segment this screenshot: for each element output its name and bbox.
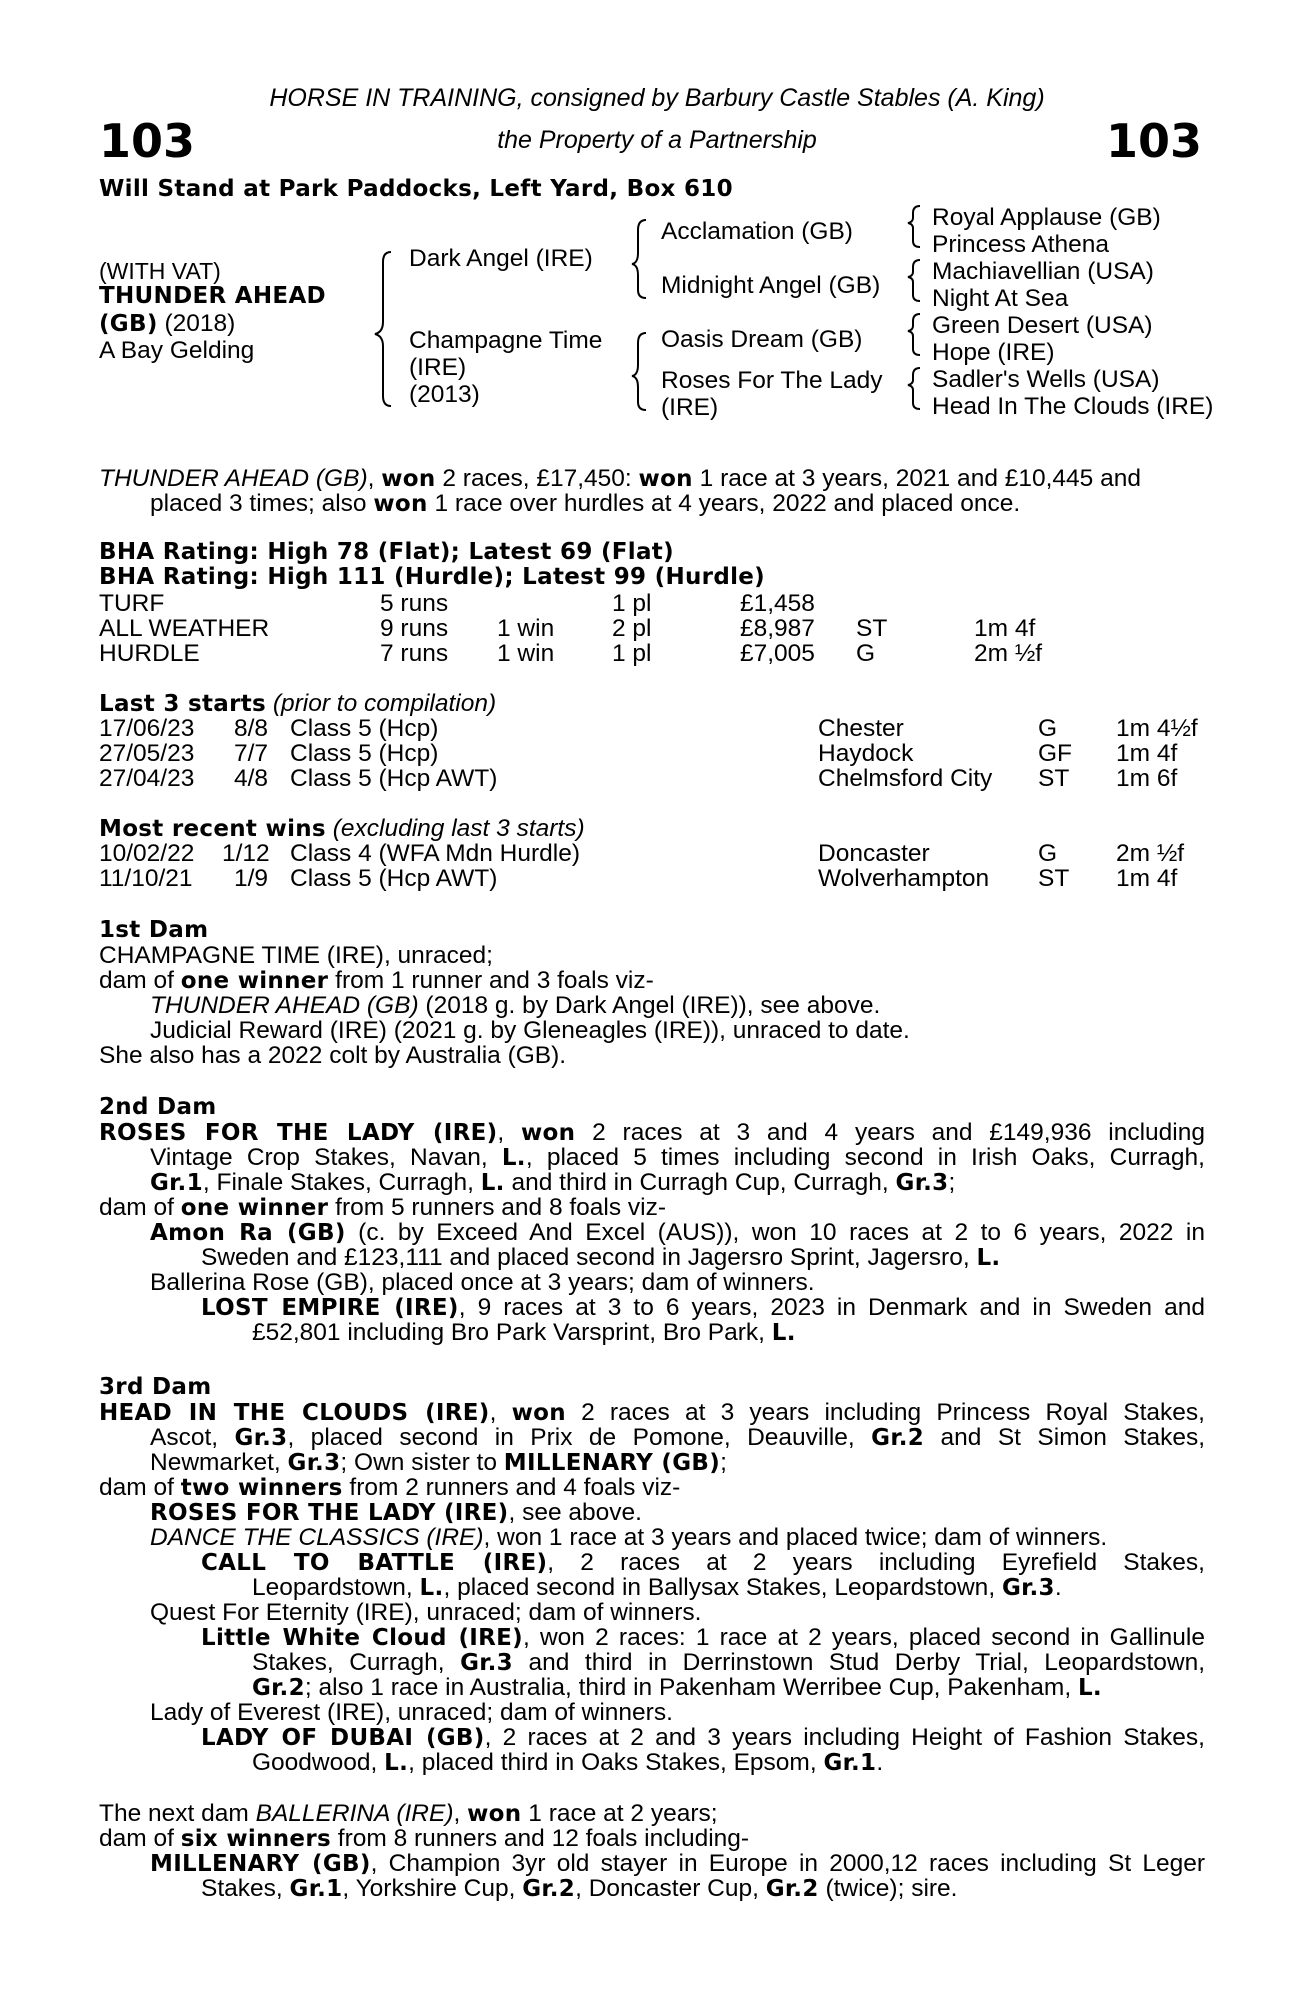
- grandsire-4-line2: (IRE): [661, 394, 719, 421]
- runners-foals: from 8 runners and 12 foals including-: [337, 1825, 750, 1852]
- great-grandparent-6: Hope (IRE): [932, 339, 1055, 366]
- runners-foals: from 5 runners and 8 foals viz-: [335, 1194, 667, 1221]
- cell-course: Chelmsford City: [818, 765, 993, 792]
- cell-going: ST: [856, 615, 888, 642]
- listed: L.: [976, 1245, 1001, 1271]
- dam-name-line3: (2013): [409, 381, 480, 408]
- lost-empire-line2: [252, 1320, 796, 1347]
- winners-count: two winners: [180, 1475, 343, 1501]
- text: , Finale Stakes, Curragh,: [202, 1169, 474, 1196]
- text: and St Simon Stakes,: [940, 1424, 1206, 1451]
- next-dam-line1: The next dam BALLERINA (IRE), won 1 race at 2 years;: [99, 1800, 718, 1827]
- text: , placed second in Prix de Pomone, Deauville,: [287, 1424, 855, 1451]
- horse-name: Amon Ra (GB): [150, 1220, 346, 1246]
- roses-for-the-lady: [150, 1500, 642, 1527]
- grandsire-1: Acclamation (GB): [661, 218, 853, 245]
- third-dam-line2: [150, 1425, 1205, 1452]
- dam-of: dam of: [99, 967, 174, 994]
- cell-date: 17/06/23: [99, 715, 195, 742]
- text: , 9 races at 3 to 6 years, 2023 in Denmark and in Sweden and: [458, 1294, 1205, 1321]
- grandsire-3: Oasis Dream (GB): [661, 326, 863, 353]
- text: £52,801 including Bro Park Varsprint, Bro Park,: [252, 1319, 765, 1346]
- group-3: Gr.3: [460, 1650, 513, 1676]
- first-dam-foal-2: Judicial Reward (IRE) (2021 g. by Gleneagles (IRE)), unraced to date.: [150, 1017, 910, 1044]
- great-grandparent-1: Royal Applause (GB): [932, 204, 1161, 231]
- property-line: the Property of a Partnership: [497, 126, 817, 154]
- lady-of-dubai-line1: [201, 1725, 1205, 1752]
- foal-details: (2018 g. by Dark Angel (IRE)), see above.: [425, 992, 881, 1019]
- text: , see above.: [508, 1499, 642, 1526]
- dance-the-classics: [150, 1525, 1107, 1551]
- summary-hurdles: 1 race over hurdles at 4 years, 2022 and placed once.: [434, 490, 1021, 517]
- summary-total: 2 races, £17,450:: [442, 465, 632, 492]
- second-dam-line1: ROSES FOR THE LADY (IRE), won 2 races at 3 and 4 years and £149,936 including: [99, 1119, 1205, 1146]
- second-dam-title: 2nd Dam: [99, 1094, 217, 1120]
- text: , Doncaster Cup,: [575, 1875, 759, 1902]
- won: won: [521, 1120, 576, 1146]
- cell-class: Class 5 (Hcp AWT): [290, 765, 498, 792]
- great-grandparent-4: Night At Sea: [932, 285, 1069, 312]
- second-dam-produce: [99, 1195, 666, 1222]
- text: Ascot,: [150, 1424, 219, 1451]
- text: Sweden and £123,111 and placed second in Jagersro Sprint, Jagersro,: [201, 1244, 970, 1271]
- recent-wins-heading: [99, 816, 585, 843]
- winners-count: one winner: [180, 968, 329, 994]
- cell-distance: 1m 4f: [974, 615, 1036, 642]
- winners-count: one winner: [180, 1195, 329, 1221]
- text: , placed second in Ballysax Stakes, Leopardstown,: [443, 1574, 996, 1601]
- cell-distance: 1m 4f: [1116, 740, 1178, 767]
- rating-hurdle: BHA Rating: High 111 (Hurdle); Latest 99 (Hurdle): [99, 564, 765, 590]
- foal-name: THUNDER AHEAD (GB): [150, 992, 419, 1019]
- text: Goodwood,: [252, 1749, 378, 1776]
- grandsire-4-line1: Roses For The Lady: [661, 367, 883, 394]
- cell-class: Class 4 (WFA Mdn Hurdle): [290, 840, 580, 867]
- lost-empire-line1: [201, 1295, 1205, 1322]
- runners-foals: from 1 runner and 3 foals viz-: [335, 967, 654, 994]
- text: and third in Curragh Cup, Curragh,: [511, 1169, 889, 1196]
- cell-prize: £8,987: [740, 615, 815, 642]
- text: (twice); sire.: [825, 1875, 958, 1902]
- first-dam-foal-1: [150, 993, 880, 1019]
- group-2: Gr.2: [871, 1425, 925, 1451]
- cell-placed: 1 pl: [612, 640, 652, 667]
- horse-name: MILLENARY (GB): [150, 1851, 371, 1877]
- amon-ra-line2: [201, 1245, 1000, 1272]
- brace-gs4: [908, 368, 920, 409]
- grandsire-2: Midnight Angel (GB): [661, 272, 881, 299]
- cell-going: G: [856, 640, 876, 667]
- listed: L.: [384, 1750, 409, 1776]
- brace-gs1: [908, 206, 920, 247]
- horse-name: LOST EMPIRE (IRE): [201, 1295, 459, 1321]
- winners-count: six winners: [180, 1826, 331, 1852]
- great-grandparent-7: Sadler's Wells (USA): [932, 366, 1160, 393]
- cell-wins: 1 win: [497, 640, 555, 667]
- amon-ra-line1: [150, 1220, 1205, 1247]
- millenary-line2: [201, 1876, 958, 1903]
- cell-position: 1/9: [234, 865, 269, 892]
- text: Newmarket,: [150, 1449, 281, 1476]
- great-grandparent-5: Green Desert (USA): [932, 312, 1153, 339]
- cell-runs: 5 runs: [380, 590, 449, 617]
- summary-won-2: won: [638, 466, 693, 492]
- cell-class: Class 5 (Hcp): [290, 740, 439, 767]
- group-2: Gr.2: [252, 1675, 305, 1701]
- cell-date: 10/02/22: [99, 840, 195, 867]
- brace-gs3: [908, 314, 920, 355]
- cell-date: 11/10/21: [99, 865, 193, 892]
- summary-horse-name: THUNDER AHEAD (GB): [99, 465, 368, 492]
- cell-class: Class 5 (Hcp AWT): [290, 865, 498, 892]
- text: , won 1 race at 3 years and placed twice; dam of winners.: [483, 1524, 1108, 1551]
- third-dam-produce: [99, 1475, 680, 1502]
- summary-flat: 1 race at 3 years, 2021 and £10,445 and: [699, 465, 1141, 492]
- cell-going: G: [1038, 840, 1058, 867]
- brace-sire: [632, 220, 646, 298]
- cell-prize: £7,005: [740, 640, 815, 667]
- third-dam-title: 3rd Dam: [99, 1374, 212, 1400]
- text: , Champion 3yr old stayer in Europe in 2000,12 races including St Leger: [370, 1850, 1205, 1877]
- brace-gs2: [908, 260, 920, 301]
- lady-of-everest: Lady of Everest (IRE), unraced; dam of winners.: [150, 1699, 673, 1726]
- group-2: Gr.2: [765, 1876, 819, 1902]
- listed: L.: [771, 1320, 796, 1346]
- group-1: Gr.1: [823, 1750, 877, 1776]
- text: Vintage Crop Stakes, Navan,: [150, 1144, 488, 1171]
- horse-name: Little White Cloud (IRE): [201, 1625, 523, 1651]
- horse-description: A Bay Gelding: [99, 337, 255, 364]
- listed: L.: [480, 1170, 505, 1196]
- recent-wins-note: (excluding last 3 starts): [332, 815, 585, 842]
- great-grandparent-2: Princess Athena: [932, 231, 1110, 258]
- dam-name-line1: Champagne Time: [409, 327, 603, 354]
- next-dam-produce: [99, 1826, 749, 1853]
- great-grandparent-8: Head In The Clouds (IRE): [932, 393, 1214, 420]
- horse-vat: (WITH VAT): [99, 258, 221, 284]
- cell-runs: 7 runs: [380, 640, 449, 667]
- summary-line-2: [150, 491, 1020, 518]
- text: (c. by Exceed And Excel (AUS)), won 10 races at 2 to 6 years, 2022 in: [358, 1219, 1205, 1246]
- quest-for-eternity: Quest For Eternity (IRE), unraced; dam of winners.: [150, 1599, 702, 1626]
- dam-of: dam of: [99, 1474, 174, 1501]
- listed: L.: [419, 1575, 444, 1601]
- cell-going: ST: [1038, 765, 1070, 792]
- text: and third in Derrinstown Stud Derby Trial, Leopardstown,: [528, 1649, 1206, 1676]
- cell-position: 1/12: [222, 840, 270, 867]
- third-dam-name: HEAD IN THE CLOUDS (IRE): [99, 1400, 490, 1426]
- dam-of: dam of: [99, 1825, 174, 1852]
- great-grandparent-3: Machiavellian (USA): [932, 258, 1154, 285]
- last-starts-heading: [99, 691, 496, 718]
- little-white-cloud-line3: [252, 1675, 1102, 1702]
- cell-distance: 1m 4½f: [1116, 715, 1198, 742]
- first-dam-produce: [99, 968, 654, 995]
- text: ; also 1 race in Australia, third in Pakenham Werribee Cup, Pakenham,: [304, 1674, 1072, 1701]
- third-dam-line3: Newmarket, Gr.3; Own sister to MILLENARY (GB);: [150, 1449, 727, 1476]
- third-dam-line1: HEAD IN THE CLOUDS (IRE), won 2 races at 3 years including Princess Royal Stakes,: [99, 1399, 1205, 1426]
- group-3: Gr.3: [287, 1450, 341, 1476]
- cell-placed: 2 pl: [612, 615, 652, 642]
- little-white-cloud-line2: [252, 1650, 1205, 1677]
- cell-date: 27/05/23: [99, 740, 195, 767]
- call-to-battle-line2: Leopardstown, L., placed second in Ballysax Stakes, Leopardstown, Gr.3.: [252, 1574, 1062, 1601]
- horse-country: (GB): [99, 311, 158, 337]
- summary-placed: placed 3 times; also: [150, 490, 367, 517]
- cell-position: 8/8: [234, 715, 269, 742]
- cell-runs: 9 runs: [380, 615, 449, 642]
- rating-flat: BHA Rating: High 78 (Flat); Latest 69 (Flat): [99, 539, 674, 565]
- last-starts-title: Last 3 starts: [99, 691, 267, 717]
- first-dam-title: 1st Dam: [99, 917, 209, 943]
- cell-date: 27/04/23: [99, 765, 195, 792]
- text: , won 2 races: 1 race at 2 years, placed second in Gallinule: [523, 1624, 1205, 1651]
- lot-number-left: 103: [99, 114, 196, 168]
- cell-distance: 1m 6f: [1116, 765, 1178, 792]
- text: , placed 5 times including second in Irish Oaks, Curragh,: [525, 1144, 1205, 1171]
- second-dam-name: ROSES FOR THE LADY (IRE): [99, 1120, 498, 1146]
- text: 2 races at 3 years including Princess Royal Stakes,: [581, 1399, 1205, 1426]
- group-1: Gr.1: [150, 1170, 203, 1196]
- cell-position: 7/7: [234, 740, 269, 767]
- second-dam-line3: [150, 1170, 955, 1197]
- cell-position: 4/8: [234, 765, 269, 792]
- dam-name-line2: (IRE): [409, 354, 467, 381]
- listed: L.: [501, 1145, 526, 1171]
- cell-class: Class 5 (Hcp): [290, 715, 439, 742]
- cell-prize: £1,458: [740, 590, 815, 617]
- brace-dam: [632, 333, 646, 410]
- horse-name: THUNDER AHEAD: [99, 283, 326, 309]
- race-record: 2 races at 3 and 4 years and £149,936 including: [592, 1119, 1205, 1146]
- stand-location: Will Stand at Park Paddocks, Left Yard, Box 610: [99, 176, 733, 202]
- cell-course: Doncaster: [818, 840, 930, 867]
- sire-name: Dark Angel (IRE): [409, 245, 593, 272]
- group-3: Gr.3: [895, 1170, 949, 1196]
- brace-main: [375, 252, 391, 406]
- cell-surface: ALL WEATHER: [99, 615, 270, 642]
- text: , 2 races at 2 years including Eyrefield Stakes,: [547, 1549, 1205, 1576]
- cell-placed: 1 pl: [612, 590, 652, 617]
- horse-name: MILLENARY (GB): [503, 1450, 721, 1476]
- last-starts-note: (prior to compilation): [272, 690, 497, 717]
- lady-of-dubai-line2: Goodwood, L., placed third in Oaks Stakes, Epsom, Gr.1.: [252, 1749, 884, 1776]
- won: won: [511, 1400, 566, 1426]
- cell-distance: 1m 4f: [1116, 865, 1178, 892]
- cell-surface: HURDLE: [99, 640, 200, 667]
- text: Stakes,: [201, 1875, 283, 1902]
- first-dam-line1: CHAMPAGNE TIME (IRE), unraced;: [99, 942, 493, 969]
- cell-going: ST: [1038, 865, 1070, 892]
- cell-course: Chester: [818, 715, 904, 742]
- text: 1 race at 2 years;: [528, 1800, 718, 1827]
- text: , placed third in Oaks Stakes, Epsom,: [408, 1749, 817, 1776]
- horse-name: ROSES FOR THE LADY (IRE): [150, 1500, 509, 1526]
- group-1: Gr.1: [289, 1876, 343, 1902]
- horse-name: DANCE THE CLASSICS (IRE): [150, 1524, 484, 1551]
- text: , Yorkshire Cup,: [342, 1875, 516, 1902]
- cell-surface: TURF: [99, 590, 165, 617]
- little-white-cloud-line1: [201, 1625, 1205, 1652]
- consignment-line: HORSE IN TRAINING, consigned by Barbury Castle Stables (A. King): [269, 84, 1045, 112]
- cell-course: Wolverhampton: [818, 865, 990, 892]
- second-dam-line2: [150, 1145, 1205, 1172]
- dam-of: dam of: [99, 1194, 174, 1221]
- group-2: Gr.2: [522, 1876, 576, 1902]
- next-dam-name: BALLERINA (IRE): [255, 1800, 454, 1827]
- cell-going: GF: [1038, 740, 1073, 767]
- group-3: Gr.3: [234, 1425, 288, 1451]
- text: Stakes, Curragh,: [252, 1649, 445, 1676]
- horse-year: (2018): [164, 310, 236, 337]
- text: ; Own sister to: [340, 1449, 497, 1476]
- first-dam-foal-3: She also has a 2022 colt by Australia (GB).: [99, 1042, 567, 1069]
- millenary-line1: [150, 1851, 1205, 1878]
- summary-won-3: won: [373, 491, 428, 517]
- runners-foals: from 2 runners and 4 foals viz-: [349, 1474, 681, 1501]
- horse-name: LADY OF DUBAI (GB): [201, 1725, 485, 1751]
- lot-number-right: 103: [1105, 114, 1202, 168]
- text: The next dam: [99, 1800, 249, 1827]
- ballerina-rose: Ballerina Rose (GB), placed once at 3 years; dam of winners.: [150, 1269, 815, 1296]
- cell-distance: 2m ½f: [974, 640, 1043, 667]
- text: , 2 races at 2 and 3 years including Height of Fashion Stakes,: [484, 1724, 1205, 1751]
- text: Leopardstown,: [252, 1574, 413, 1601]
- cell-going: G: [1038, 715, 1058, 742]
- summary-line-1: THUNDER AHEAD (GB), won 2 races, £17,450: won 1 race at 3 years, 2021 and £10,445 and: [99, 465, 1141, 492]
- recent-wins-title: Most recent wins: [99, 816, 326, 842]
- listed: L.: [1077, 1675, 1102, 1701]
- group-3: Gr.3: [1001, 1575, 1055, 1601]
- won: won: [467, 1801, 522, 1827]
- cell-course: Haydock: [818, 740, 914, 767]
- cell-wins: 1 win: [497, 615, 555, 642]
- text: ;: [948, 1169, 956, 1196]
- call-to-battle-line1: [201, 1550, 1205, 1577]
- cell-distance: 2m ½f: [1116, 840, 1185, 867]
- summary-won: won: [381, 466, 436, 492]
- horse-name: CALL TO BATTLE (IRE): [201, 1550, 548, 1576]
